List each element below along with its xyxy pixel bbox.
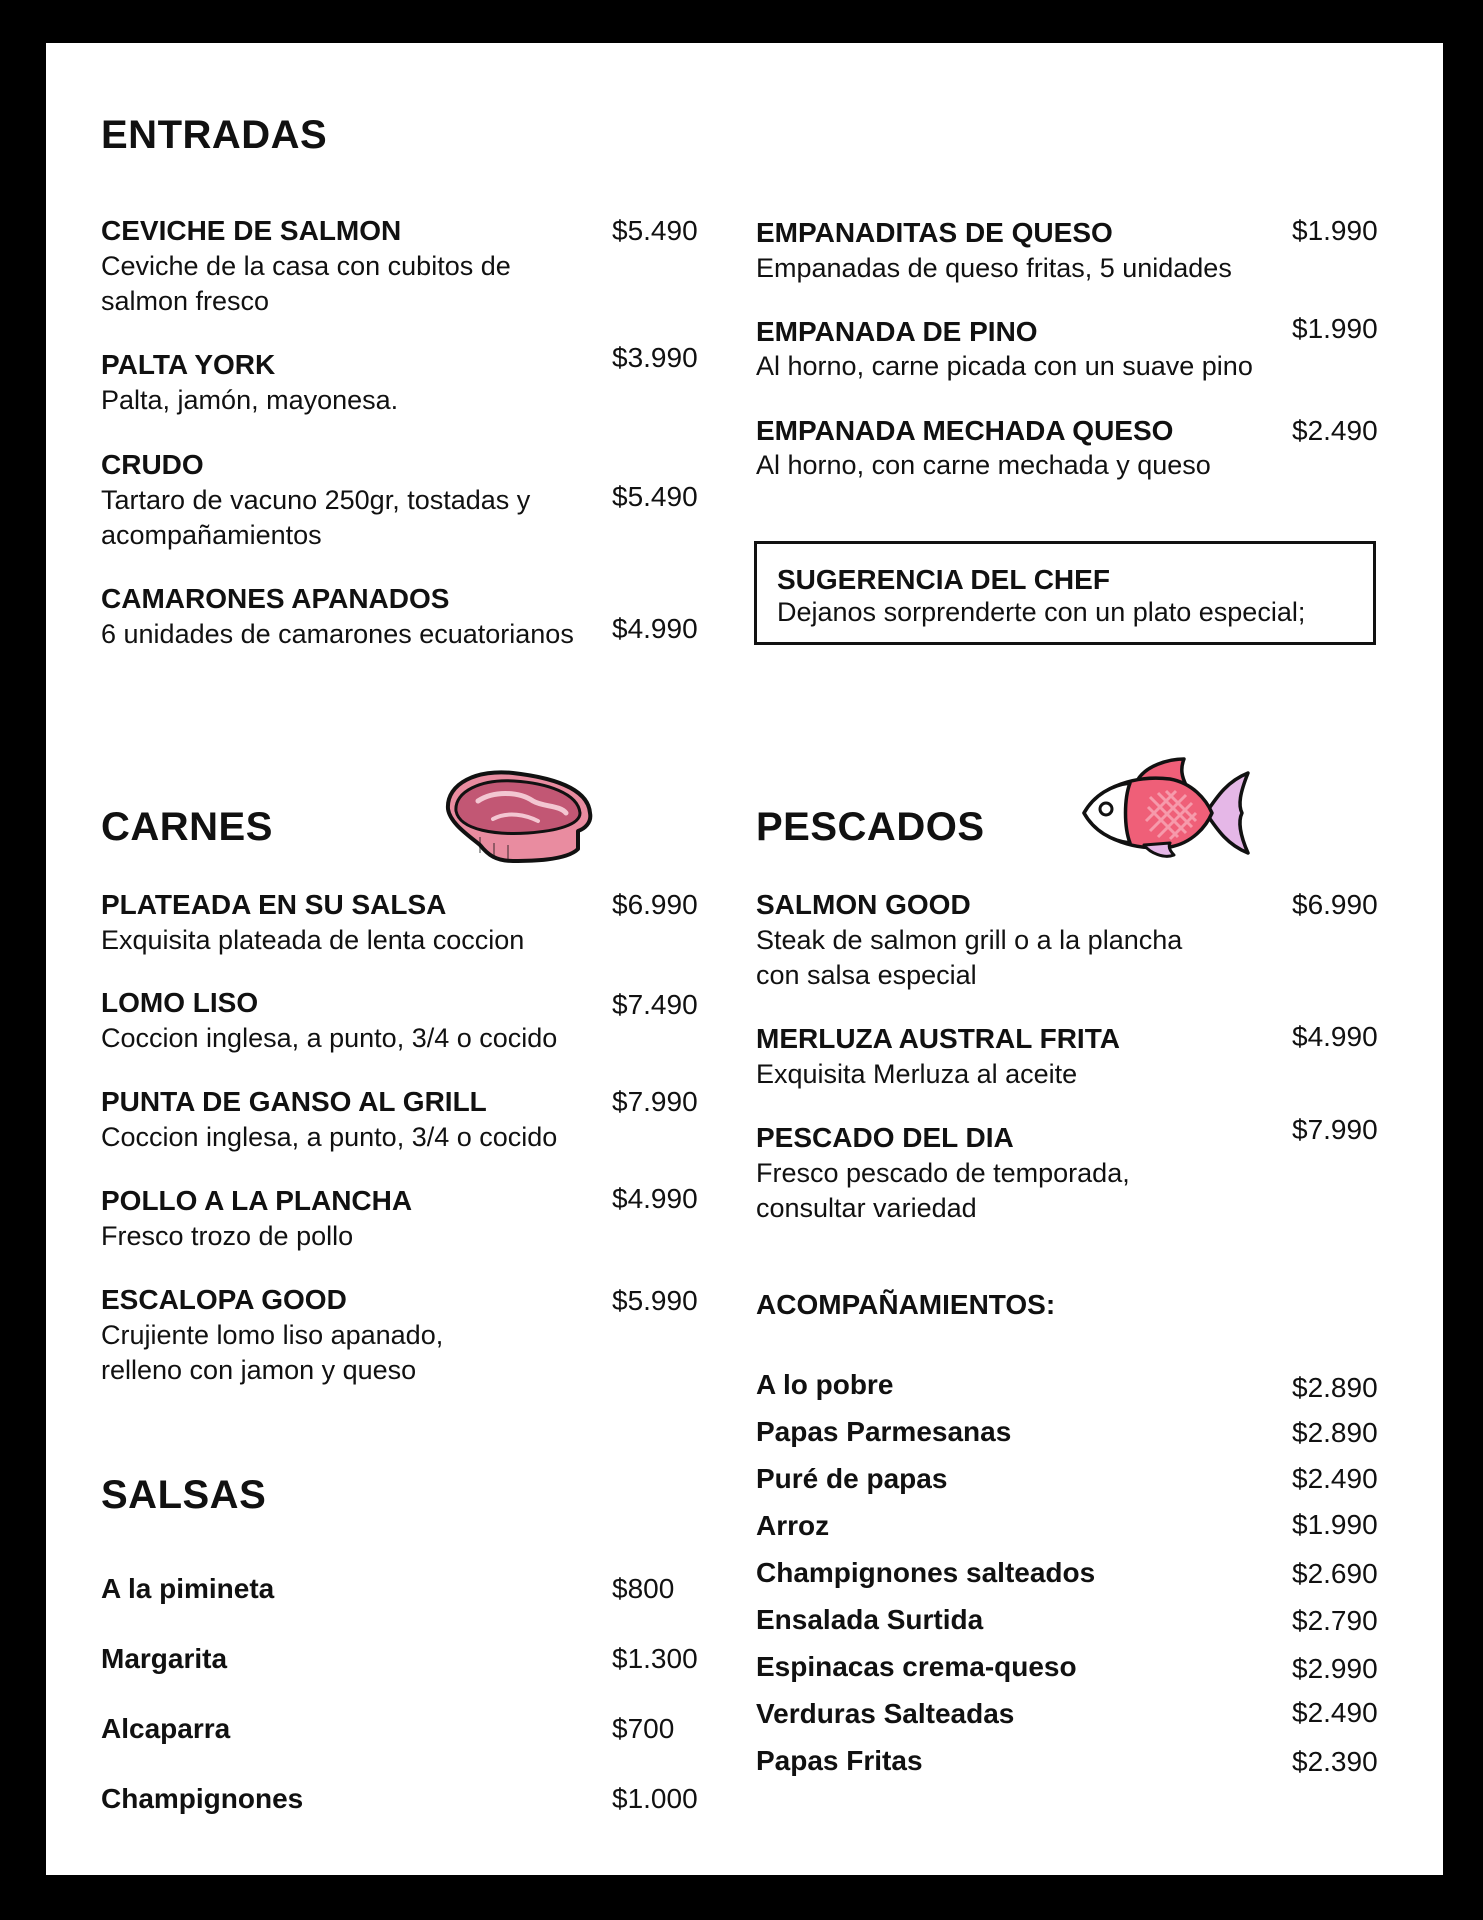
item-name: EMPANADA MECHADA QUESO [756, 415, 1174, 446]
item-description: Tartaro de vacuno 250gr, tostadas y acompañamientos [101, 485, 531, 550]
item-description: Exquisita plateada de lenta coccion [101, 925, 525, 955]
sauce-name: Margarita [101, 1643, 228, 1674]
pescados-title: PESCADOS [756, 805, 985, 849]
item-name: CRUDO [101, 449, 204, 480]
item-name: SALMON GOOD [756, 889, 971, 920]
side-price: $2.690 [1292, 1558, 1378, 1589]
chef-suggestion-description: Dejanos sorprenderte con un plato especial; [777, 597, 1306, 627]
side-name: A lo pobre [756, 1369, 894, 1400]
item-name: LOMO LISO [101, 987, 259, 1018]
item-name: PLATEADA EN SU SALSA [101, 889, 447, 920]
item-price: $3.990 [612, 342, 698, 373]
item-price: $6.990 [612, 889, 698, 920]
item-description: Palta, jamón, mayonesa. [101, 385, 399, 415]
side-name: Espinacas crema-queso [756, 1651, 1077, 1682]
item-name: EMPANADITAS DE QUESO [756, 217, 1113, 248]
item-name: PESCADO DEL DIA [756, 1122, 1014, 1153]
side-name: Arroz [756, 1510, 830, 1541]
sauce-price: $800 [612, 1573, 675, 1604]
item-name: CAMARONES APANADOS [101, 583, 450, 614]
sauce-price: $1.300 [612, 1643, 698, 1674]
item-price: $4.990 [612, 613, 698, 644]
carnes-title: CARNES [101, 805, 273, 849]
side-price: $2.490 [1292, 1697, 1378, 1728]
side-name: Ensalada Surtida [756, 1604, 984, 1635]
item-name: ESCALOPA GOOD [101, 1284, 347, 1315]
sauce-name: A la pimineta [101, 1573, 275, 1604]
side-price: $2.990 [1292, 1653, 1378, 1684]
item-name: MERLUZA AUSTRAL FRITA [756, 1023, 1120, 1054]
salsas-title: SALSAS [101, 1473, 267, 1517]
item-description: Al horno, con carne mechada y queso [756, 450, 1211, 480]
chef-suggestion-title: SUGERENCIA DEL CHEF [777, 564, 1110, 595]
item-description: 6 unidades de camarones ecuatorianos [101, 619, 574, 649]
item-price: $7.990 [1292, 1114, 1378, 1145]
item-price: $4.990 [1292, 1021, 1378, 1052]
item-description: Ceviche de la casa con cubitos de salmon fresco [101, 251, 511, 316]
item-name: EMPANADA DE PINO [756, 316, 1038, 347]
item-description: Al horno, carne picada con un suave pino [756, 351, 1253, 381]
side-name: Papas Fritas [756, 1745, 923, 1776]
item-description: Coccion inglesa, a punto, 3/4 o cocido [101, 1122, 558, 1152]
item-description: Exquisita Merluza al aceite [756, 1059, 1078, 1089]
side-name: Champignones salteados [756, 1557, 1096, 1588]
menu-page [46, 43, 1443, 1875]
side-price: $2.490 [1292, 1463, 1378, 1494]
item-description: Fresco pescado de temporada, consultar variedad [756, 1158, 1130, 1223]
item-name: PALTA YORK [101, 349, 276, 380]
side-price: $2.890 [1292, 1417, 1378, 1448]
item-price: $5.490 [612, 481, 698, 512]
side-name: Puré de papas [756, 1463, 948, 1494]
item-price: $2.490 [1292, 415, 1378, 446]
fish-icon [1078, 751, 1258, 871]
sauce-price: $1.000 [612, 1783, 698, 1814]
item-description: Crujiente lomo liso apanado, relleno con jamon y queso [101, 1320, 444, 1385]
item-price: $7.990 [612, 1086, 698, 1117]
item-name: CEVICHE DE SALMON [101, 215, 402, 246]
side-name: Verduras Salteadas [756, 1698, 1015, 1729]
item-price: $1.990 [1292, 313, 1378, 344]
side-price: $2.790 [1292, 1605, 1378, 1636]
side-price: $2.390 [1292, 1746, 1378, 1777]
item-description: Coccion inglesa, a punto, 3/4 o cocido [101, 1023, 558, 1053]
item-description: Steak de salmon grill o a la plancha con salsa especial [756, 925, 1183, 990]
item-price: $5.490 [612, 215, 698, 246]
side-price: $1.990 [1292, 1509, 1378, 1540]
sides-title: ACOMPAÑAMIENTOS: [756, 1289, 1056, 1320]
steak-icon [438, 761, 598, 871]
sauce-name: Alcaparra [101, 1713, 231, 1744]
item-name: PUNTA DE GANSO AL GRILL [101, 1086, 487, 1117]
item-price: $7.490 [612, 989, 698, 1020]
item-price: $1.990 [1292, 215, 1378, 246]
side-price: $2.890 [1292, 1372, 1378, 1403]
entradas-title: ENTRADAS [101, 113, 328, 157]
sauce-price: $700 [612, 1713, 675, 1744]
item-price: $5.990 [612, 1285, 698, 1316]
chef-suggestion-box [754, 541, 1376, 645]
item-price: $6.990 [1292, 889, 1378, 920]
sauce-name: Champignones [101, 1783, 304, 1814]
item-description: Fresco trozo de pollo [101, 1221, 354, 1251]
item-name: POLLO A LA PLANCHA [101, 1185, 413, 1216]
side-name: Papas Parmesanas [756, 1416, 1012, 1447]
item-description: Empanadas de queso fritas, 5 unidades [756, 253, 1232, 283]
item-price: $4.990 [612, 1183, 698, 1214]
